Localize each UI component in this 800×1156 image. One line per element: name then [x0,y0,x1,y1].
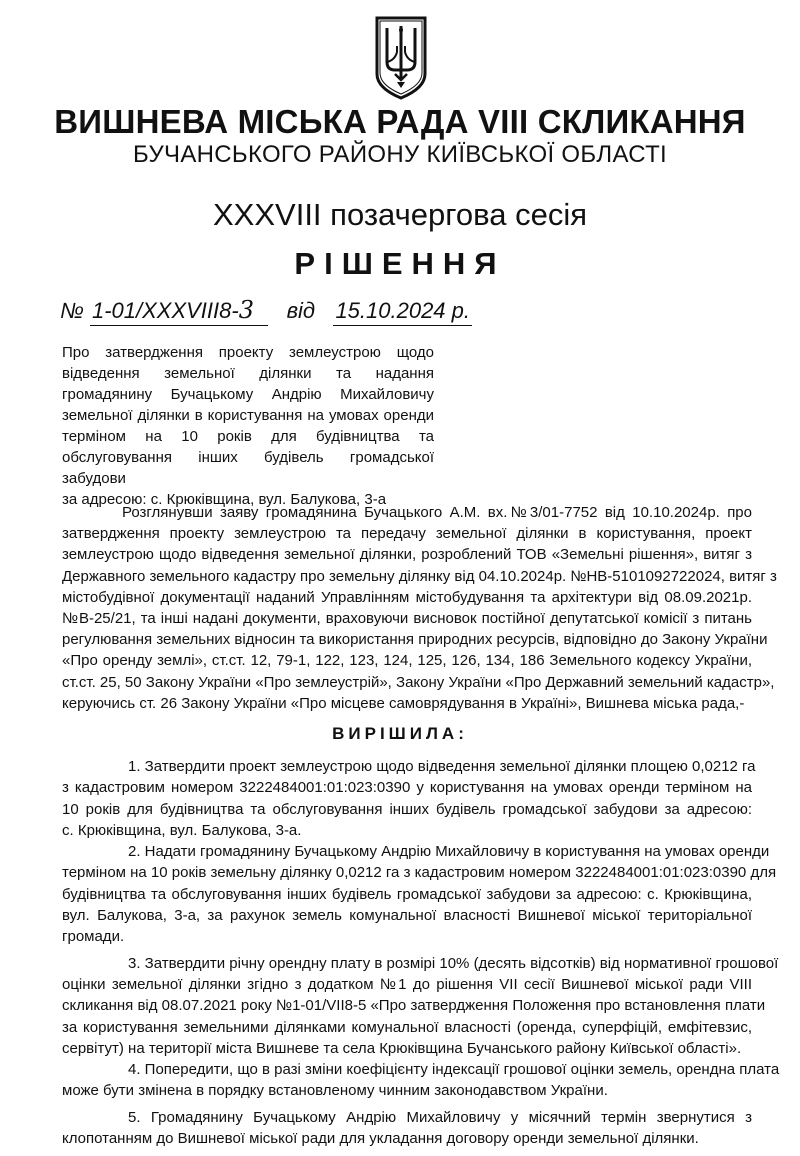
decision-item-4 [62,1059,780,1102]
subject-line: громадянину Бучацькому Андрію Михайловичу [62,386,434,403]
preamble-paragraph [62,502,777,714]
item-line: сервітут) на території міста Вишневе та села Крюківщина Бучанського району Київської області». [62,1039,742,1057]
decision-items [62,756,780,1149]
item-line: 4. Попередити, що в разі зміни коефіцієнту індексації грошової оцінки земель, орендна плата [128,1061,780,1079]
subject-line: обслуговування інших будівель громадської забудови [62,449,434,487]
item-line: клопотанням до Вишневої міської ради для укладання договору оренди земельної ділянки. [62,1130,699,1148]
item-line: за користування земельними ділянками комунальної власності (оренда, суперфіцій, емфітевзис, [62,1018,752,1036]
trident-emblem-icon [373,16,429,100]
decided-heading: ВИРІШИЛА: [332,724,468,743]
preamble-line: «Про оренду землі», ст.ст. 12, 79-1, 122, 123, 124, 125, 126, 134, 186 Земельного кодексу України, [62,652,752,670]
preamble-line: містобудівної документації наданий Управлінням містобудування та архітектури від 08.09.2021р. [62,588,752,606]
from-label: від [286,298,316,323]
decision-item-3 [62,953,779,1059]
subject-line: відведення земельної ділянки та надання [62,365,434,382]
preamble-line: №В-25/21, та інші надані документи, враховуючи висновок постійної депутатської комісії з питань [62,610,752,628]
item-line: оцінки земельної ділянки згідно з додатком №1 до рішення VII сесії Вишневої міської ради VIII [62,975,752,993]
item-line: може бути змінена в порядку встановленому чинним законодавством України. [62,1082,608,1100]
preamble-line: Державного земельного кадастру про земельну ділянку від 04.10.2024р. №НВ-5101092722024, витяг з [62,567,777,585]
decision-number [90,296,268,326]
item-line: вул. Балукова, 3-а, за рахунок земель комунальної власності Вишневої міської територіальної [62,907,752,925]
item-line: громади. [62,928,125,946]
district-name: БУЧАНСЬКОГО РАЙОНУ КИЇВСЬКОЇ ОБЛАСТІ [132,141,668,168]
preamble-line: затвердження проекту землеустрою та передачу земельної ділянки в користування, проект [62,525,752,543]
item-line: 2. Надати громадянину Бучацькому Андрію Михайловичу в користування на умовах оренди [128,843,770,861]
item-line: 3. Затвердити річну орендну плату в розмірі 10% (десять відсотків) від нормативної грошової [128,954,779,972]
item-line: с. Крюківщина, вул. Балукова, 3-а. [62,821,302,839]
item-line: з кадастровим номером 3222484001:01:023:0390 у користування на умовах оренди терміном на [62,779,752,797]
subject-line: за адресою: с. Крюківщина, вул. Балукова, 3-а [62,491,387,508]
document-type: РІШЕННЯ [294,246,506,281]
handwritten-number: 3 [238,296,254,324]
subject-line: терміном на 10 років для будівництва та [62,428,434,445]
preamble-line: ст.ст. 25, 50 Закону України «Про землеустрій», Закону України «Про Державний земельний кадастр», [62,673,775,691]
item-line: 5. Громадянину Бучацькому Андрію Михайловичу у місячний термін звернутися з [128,1108,752,1126]
subject-line: земельної ділянки в користування на умовах оренди [62,407,434,424]
decision-number-value: 1-01/XXXVIII8- [91,298,239,323]
item-line: 1. Затвердити проект землеустрою щодо відведення земельної ділянки площею 0,0212 га [128,758,756,775]
item-line: скликання від 08.07.2021 року №1-01/VII8-5 «Про затвердження Положення про встановлення плати [62,997,766,1015]
decision-subject [62,342,434,510]
council-name: ВИШНЕВА МІСЬКА РАДА VIII СКЛИКАННЯ [54,103,746,140]
preamble-line: землеустрою щодо відведення земельної ділянки, розроблений ТОВ «Земельні рішення», витяг з [62,546,752,564]
decision-item-5 [62,1107,752,1150]
session-title: XXXVIII позачергова сесія [213,197,587,232]
number-sign: № [60,298,84,323]
decision-number-line [60,296,472,326]
item-line: терміном на 10 років земельну ділянку 0,0212 га з кадастровим номером 3222484001:01:023:0390 для [62,864,777,882]
preamble-line: регулювання земельних відносин та використання природних ресурсів, відповідно до Закону України [62,631,768,649]
preamble-line: керуючись ст. 26 Закону України «Про місцеве самоврядування в Україні», Вишнева міська рада,- [62,694,745,712]
item-line: 10 років для будівництва та обслуговування інших будівель громадської забудови за адресою: [62,800,752,818]
subject-line: Про затвердження проекту землеустрою щодо [62,344,434,361]
decision-date: 15.10.2024 р. [333,297,472,326]
decision-item-1 [62,756,756,841]
decision-item-2 [62,841,777,947]
item-line: будівництва та обслуговування інших будівель громадської забудови за адресою: с. Крюківщина, [62,885,752,903]
preamble-line: Розглянувши заяву громадянина Бучацького А.М. вх.№3/01-7752 від 10.10.2024р. про [122,504,752,521]
